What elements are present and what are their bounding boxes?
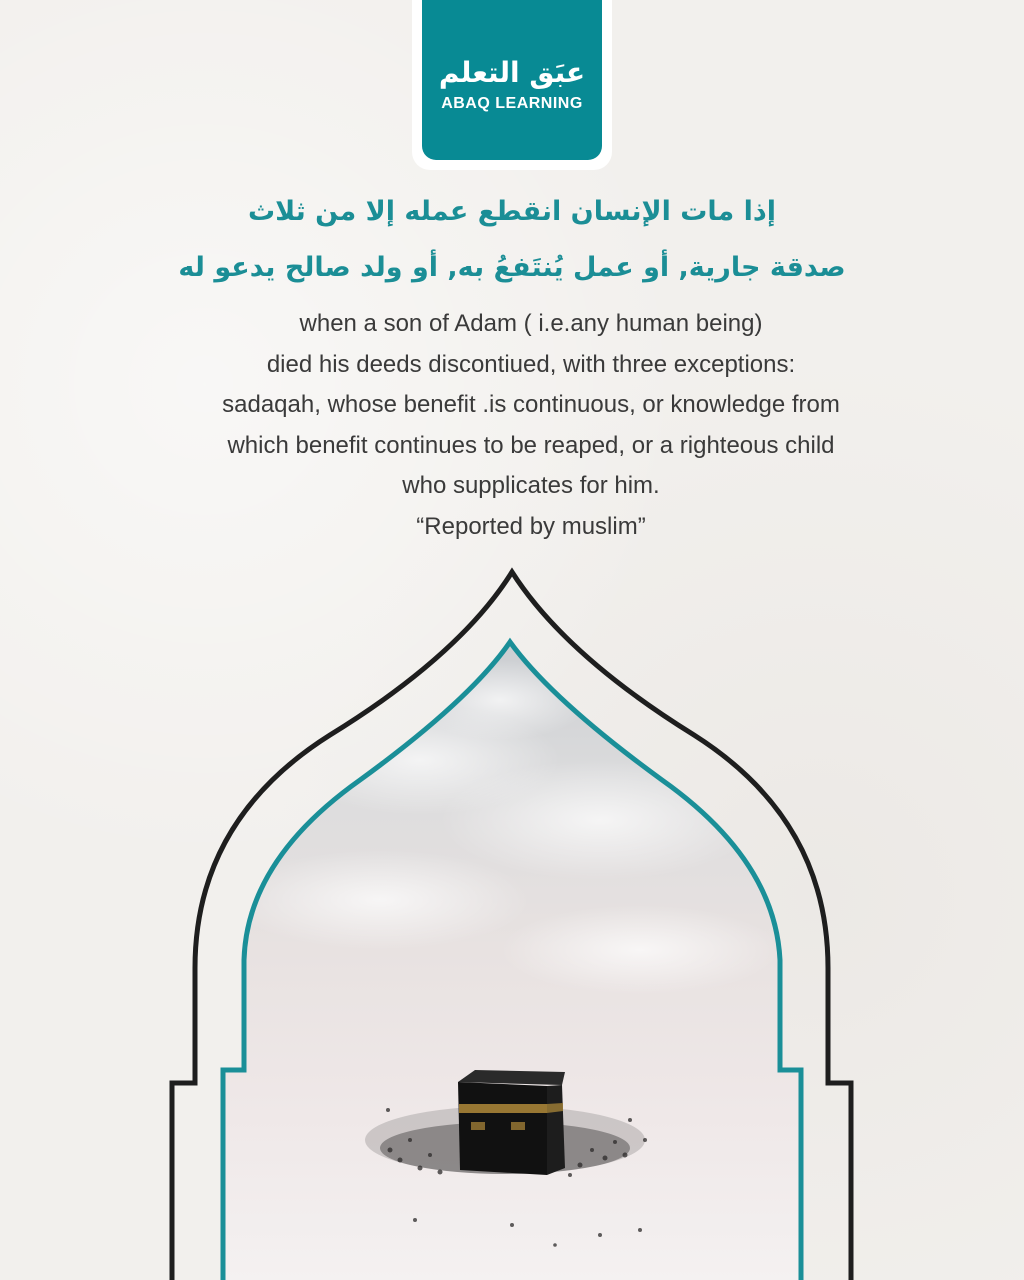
translation-line: when a son of Adam ( i.e.any human being) [299,310,763,337]
arabic-hadith-line-1: إذا مات الإنسان انقطع عمله إلا من ثلاث [248,196,776,227]
logo-english-name: ABAQ LEARNING [441,94,583,112]
translation-line: who supplicates for him. [402,472,660,499]
reference-line: “Reported by muslim” [416,512,646,540]
translation-line: sadaqah, whose benefit .is continuous, or knowledge from [222,391,840,418]
logo-arabic-name: عبَق التعلم [438,55,586,89]
sky-scene [200,620,820,1280]
translation-line: which benefit continues to be reaped, or a righteous child [227,431,835,459]
translation-line: died his deeds discontiued, with three exceptions: [266,350,796,378]
arabic-hadith-line-2: صدقة جارية, أو عمل يُنتَفعُ به, أو ولد صالح يدعو له [178,252,846,283]
